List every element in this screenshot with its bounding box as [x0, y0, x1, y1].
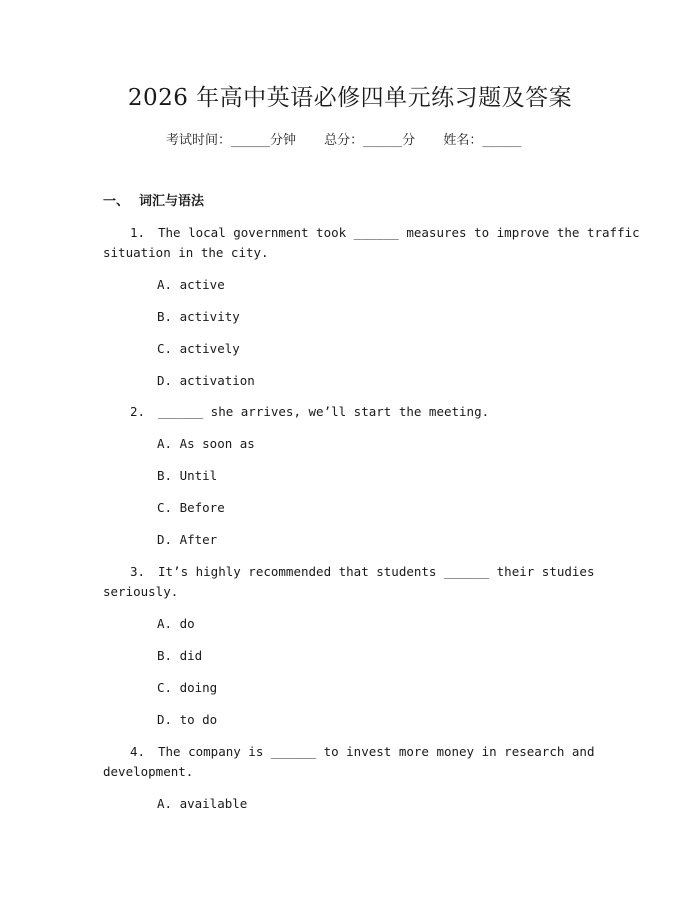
question-1-option-b: B. activity: [157, 309, 240, 324]
question-text: The local government took ______ measures to improve the traffic: [158, 225, 640, 240]
exam-info: [166, 131, 521, 151]
question-number: 4.: [130, 744, 146, 759]
question-3-option-d: D. to do: [157, 712, 218, 727]
question-1-option-d: D. activation: [157, 373, 255, 388]
question-1-option-c: C. actively: [157, 341, 240, 356]
question-3-option-b: B. did: [157, 648, 203, 663]
question-3-option-c: C. doing: [157, 680, 218, 695]
section-heading: [103, 192, 204, 212]
question-4-line2: development.: [103, 764, 194, 779]
section-title: 词汇与语法: [139, 194, 205, 209]
question-number: 3.: [130, 564, 146, 579]
question-2-option-a: A. As soon as: [157, 436, 255, 451]
question-text: It’s highly recommended that students ______ their studies: [158, 564, 595, 579]
question-2-option-c: C. Before: [157, 500, 225, 515]
question-text: The company is ______ to invest more money in research and: [158, 744, 595, 759]
exam-time: 考试时间：______分钟: [166, 133, 297, 148]
question-1-line1: [130, 223, 640, 243]
question-2-option-b: B. Until: [157, 468, 218, 483]
question-text: ______ she arrives, we’ll start the meeting.: [158, 404, 490, 419]
question-2-option-d: D. After: [157, 532, 218, 547]
student-name: 姓名：______: [443, 133, 522, 148]
document-title: 2026 年高中英语必修四单元练习题及答案: [127, 85, 573, 111]
question-4-line1: [130, 742, 595, 762]
question-number: 2.: [130, 404, 146, 419]
question-3-line2: seriously.: [103, 584, 179, 599]
question-3-option-a: A. do: [157, 616, 195, 631]
question-1-line2: situation in the city.: [103, 245, 269, 260]
question-4-option-a: A. available: [157, 796, 248, 811]
total-score: 总分：______分: [324, 133, 416, 148]
question-2-line1: [130, 402, 489, 422]
question-1-option-a: A. active: [157, 277, 225, 292]
section-number: 一、: [103, 194, 130, 209]
question-number: 1.: [130, 225, 146, 240]
question-3-line1: [130, 562, 595, 582]
